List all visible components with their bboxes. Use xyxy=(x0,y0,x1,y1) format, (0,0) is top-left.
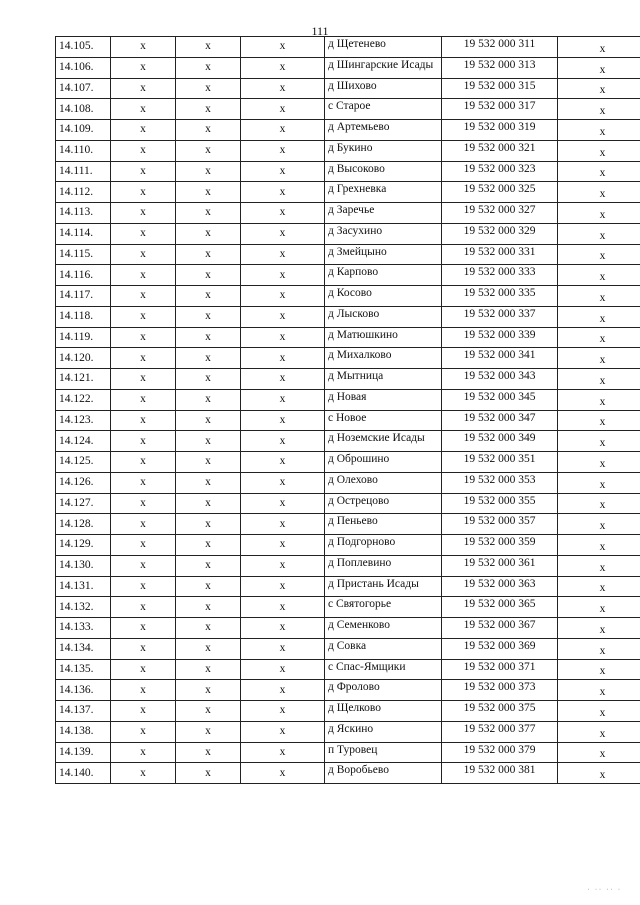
table-row xyxy=(56,576,640,597)
mark-cell-1: х xyxy=(111,472,176,493)
scan-marks: · ·· ·· · xyxy=(587,887,622,893)
row-number-cell: 14.124. xyxy=(56,431,111,452)
mark-cell-1: х xyxy=(111,37,176,58)
oktmo-code-cell: 19 532 000 337 xyxy=(442,306,558,327)
settlement-name-cell: д Шингарские Исады xyxy=(325,57,442,78)
row-number-cell: 14.117. xyxy=(56,286,111,307)
table-row xyxy=(56,763,640,784)
mark-cell-2: х xyxy=(176,37,241,58)
mark-cell-3: х xyxy=(241,597,325,618)
mark-cell-3: х xyxy=(241,576,325,597)
settlement-name-cell: д Артемьево xyxy=(325,120,442,141)
mark-cell-3: х xyxy=(241,555,325,576)
mark-cell-3: х xyxy=(241,535,325,556)
mark-cell-1: х xyxy=(111,182,176,203)
mark-cell-last: х xyxy=(558,555,640,576)
oktmo-code-cell: 19 532 000 363 xyxy=(442,576,558,597)
settlement-name-cell: д Острецово xyxy=(325,493,442,514)
mark-cell-last: х xyxy=(558,701,640,722)
mark-cell-last: х xyxy=(558,597,640,618)
oktmo-code-cell: 19 532 000 347 xyxy=(442,410,558,431)
mark-cell-last: х xyxy=(558,659,640,680)
settlement-name-cell: д Карпово xyxy=(325,265,442,286)
mark-cell-last: х xyxy=(558,389,640,410)
row-number-cell: 14.108. xyxy=(56,99,111,120)
row-number-cell: 14.120. xyxy=(56,348,111,369)
table-row xyxy=(56,555,640,576)
mark-cell-last: х xyxy=(558,244,640,265)
oktmo-code-cell: 19 532 000 327 xyxy=(442,203,558,224)
table-row xyxy=(56,99,640,120)
row-number-cell: 14.110. xyxy=(56,140,111,161)
mark-cell-last: х xyxy=(558,161,640,182)
table-row xyxy=(56,452,640,473)
oktmo-code-cell: 19 532 000 325 xyxy=(442,182,558,203)
mark-cell-2: х xyxy=(176,57,241,78)
mark-cell-last: х xyxy=(558,638,640,659)
mark-cell-1: х xyxy=(111,140,176,161)
settlement-name-cell: д Михалково xyxy=(325,348,442,369)
mark-cell-3: х xyxy=(241,120,325,141)
table-row xyxy=(56,57,640,78)
mark-cell-1: х xyxy=(111,244,176,265)
mark-cell-3: х xyxy=(241,389,325,410)
oktmo-code-cell: 19 532 000 377 xyxy=(442,721,558,742)
row-number-cell: 14.116. xyxy=(56,265,111,286)
mark-cell-3: х xyxy=(241,203,325,224)
settlement-name-cell: д Олехово xyxy=(325,472,442,493)
oktmo-code-cell: 19 532 000 331 xyxy=(442,244,558,265)
mark-cell-1: х xyxy=(111,742,176,763)
table-row xyxy=(56,140,640,161)
mark-cell-1: х xyxy=(111,535,176,556)
mark-cell-3: х xyxy=(241,78,325,99)
table-row xyxy=(56,327,640,348)
mark-cell-last: х xyxy=(558,514,640,535)
mark-cell-3: х xyxy=(241,410,325,431)
oktmo-code-cell: 19 532 000 335 xyxy=(442,286,558,307)
mark-cell-1: х xyxy=(111,555,176,576)
mark-cell-1: х xyxy=(111,57,176,78)
table-row xyxy=(56,265,640,286)
oktmo-code-cell: 19 532 000 349 xyxy=(442,431,558,452)
row-number-cell: 14.131. xyxy=(56,576,111,597)
settlement-name-cell: д Ноземские Исады xyxy=(325,431,442,452)
mark-cell-3: х xyxy=(241,638,325,659)
mark-cell-3: х xyxy=(241,161,325,182)
mark-cell-1: х xyxy=(111,369,176,390)
oktmo-code-cell: 19 532 000 353 xyxy=(442,472,558,493)
settlement-name-cell: с Святогорье xyxy=(325,597,442,618)
mark-cell-2: х xyxy=(176,99,241,120)
mark-cell-last: х xyxy=(558,576,640,597)
mark-cell-1: х xyxy=(111,78,176,99)
table-row xyxy=(56,597,640,618)
mark-cell-2: х xyxy=(176,701,241,722)
mark-cell-2: х xyxy=(176,659,241,680)
settlement-name-cell: д Воробьево xyxy=(325,763,442,784)
table-row xyxy=(56,659,640,680)
mark-cell-3: х xyxy=(241,244,325,265)
oktmo-code-cell: 19 532 000 311 xyxy=(442,37,558,58)
mark-cell-last: х xyxy=(558,742,640,763)
mark-cell-1: х xyxy=(111,203,176,224)
table-row xyxy=(56,182,640,203)
table-row xyxy=(56,638,640,659)
mark-cell-3: х xyxy=(241,763,325,784)
mark-cell-last: х xyxy=(558,223,640,244)
row-number-cell: 14.132. xyxy=(56,597,111,618)
oktmo-code-cell: 19 532 000 323 xyxy=(442,161,558,182)
row-number-cell: 14.138. xyxy=(56,721,111,742)
settlement-name-cell: д Грехневка xyxy=(325,182,442,203)
oktmo-code-cell: 19 532 000 373 xyxy=(442,680,558,701)
mark-cell-1: х xyxy=(111,265,176,286)
table-row xyxy=(56,244,640,265)
mark-cell-3: х xyxy=(241,182,325,203)
mark-cell-3: х xyxy=(241,701,325,722)
mark-cell-3: х xyxy=(241,99,325,120)
mark-cell-last: х xyxy=(558,369,640,390)
row-number-cell: 14.133. xyxy=(56,618,111,639)
mark-cell-2: х xyxy=(176,535,241,556)
mark-cell-last: х xyxy=(558,265,640,286)
mark-cell-last: х xyxy=(558,452,640,473)
settlement-name-cell: д Оброшино xyxy=(325,452,442,473)
table-row xyxy=(56,472,640,493)
row-number-cell: 14.137. xyxy=(56,701,111,722)
mark-cell-2: х xyxy=(176,721,241,742)
row-number-cell: 14.107. xyxy=(56,78,111,99)
settlement-name-cell: д Матюшкино xyxy=(325,327,442,348)
settlement-name-cell: д Совка xyxy=(325,638,442,659)
mark-cell-last: х xyxy=(558,286,640,307)
row-number-cell: 14.130. xyxy=(56,555,111,576)
oktmo-code-cell: 19 532 000 329 xyxy=(442,223,558,244)
mark-cell-1: х xyxy=(111,223,176,244)
mark-cell-3: х xyxy=(241,57,325,78)
mark-cell-1: х xyxy=(111,618,176,639)
mark-cell-2: х xyxy=(176,597,241,618)
settlements-table xyxy=(55,36,640,784)
mark-cell-2: х xyxy=(176,203,241,224)
oktmo-code-cell: 19 532 000 333 xyxy=(442,265,558,286)
mark-cell-last: х xyxy=(558,493,640,514)
mark-cell-3: х xyxy=(241,618,325,639)
row-number-cell: 14.128. xyxy=(56,514,111,535)
oktmo-code-cell: 19 532 000 319 xyxy=(442,120,558,141)
table-row xyxy=(56,514,640,535)
row-number-cell: 14.115. xyxy=(56,244,111,265)
mark-cell-3: х xyxy=(241,659,325,680)
oktmo-code-cell: 19 532 000 369 xyxy=(442,638,558,659)
mark-cell-1: х xyxy=(111,348,176,369)
row-number-cell: 14.135. xyxy=(56,659,111,680)
row-number-cell: 14.125. xyxy=(56,452,111,473)
mark-cell-last: х xyxy=(558,57,640,78)
row-number-cell: 14.113. xyxy=(56,203,111,224)
mark-cell-last: х xyxy=(558,472,640,493)
mark-cell-1: х xyxy=(111,389,176,410)
settlement-name-cell: д Семенково xyxy=(325,618,442,639)
row-number-cell: 14.105. xyxy=(56,37,111,58)
table-row xyxy=(56,369,640,390)
settlement-name-cell: д Поплевино xyxy=(325,555,442,576)
settlement-name-cell: с Старое xyxy=(325,99,442,120)
mark-cell-1: х xyxy=(111,763,176,784)
settlement-name-cell: д Мытница xyxy=(325,369,442,390)
settlement-name-cell: д Пеньево xyxy=(325,514,442,535)
mark-cell-2: х xyxy=(176,140,241,161)
mark-cell-2: х xyxy=(176,452,241,473)
mark-cell-2: х xyxy=(176,223,241,244)
mark-cell-3: х xyxy=(241,721,325,742)
settlement-name-cell: д Змейцыно xyxy=(325,244,442,265)
mark-cell-3: х xyxy=(241,472,325,493)
row-number-cell: 14.111. xyxy=(56,161,111,182)
mark-cell-last: х xyxy=(558,410,640,431)
table-row xyxy=(56,680,640,701)
mark-cell-1: х xyxy=(111,701,176,722)
mark-cell-last: х xyxy=(558,140,640,161)
mark-cell-3: х xyxy=(241,37,325,58)
row-number-cell: 14.136. xyxy=(56,680,111,701)
row-number-cell: 14.114. xyxy=(56,223,111,244)
row-number-cell: 14.121. xyxy=(56,369,111,390)
mark-cell-2: х xyxy=(176,680,241,701)
table-row xyxy=(56,742,640,763)
mark-cell-2: х xyxy=(176,120,241,141)
row-number-cell: 14.118. xyxy=(56,306,111,327)
mark-cell-2: х xyxy=(176,514,241,535)
mark-cell-3: х xyxy=(241,140,325,161)
mark-cell-2: х xyxy=(176,410,241,431)
table-row xyxy=(56,618,640,639)
mark-cell-3: х xyxy=(241,680,325,701)
oktmo-code-cell: 19 532 000 371 xyxy=(442,659,558,680)
table-row xyxy=(56,701,640,722)
mark-cell-1: х xyxy=(111,597,176,618)
mark-cell-1: х xyxy=(111,721,176,742)
oktmo-code-cell: 19 532 000 381 xyxy=(442,763,558,784)
mark-cell-1: х xyxy=(111,99,176,120)
oktmo-code-cell: 19 532 000 321 xyxy=(442,140,558,161)
settlement-name-cell: д Шихово xyxy=(325,78,442,99)
mark-cell-1: х xyxy=(111,514,176,535)
row-number-cell: 14.139. xyxy=(56,742,111,763)
oktmo-code-cell: 19 532 000 343 xyxy=(442,369,558,390)
settlement-name-cell: д Лысково xyxy=(325,306,442,327)
mark-cell-2: х xyxy=(176,327,241,348)
mark-cell-last: х xyxy=(558,348,640,369)
table-row xyxy=(56,721,640,742)
table-row xyxy=(56,286,640,307)
mark-cell-last: х xyxy=(558,306,640,327)
settlement-name-cell: д Фролово xyxy=(325,680,442,701)
row-number-cell: 14.140. xyxy=(56,763,111,784)
row-number-cell: 14.129. xyxy=(56,535,111,556)
mark-cell-last: х xyxy=(558,327,640,348)
mark-cell-2: х xyxy=(176,555,241,576)
table-row xyxy=(56,78,640,99)
row-number-cell: 14.126. xyxy=(56,472,111,493)
settlement-name-cell: д Яскино xyxy=(325,721,442,742)
mark-cell-last: х xyxy=(558,763,640,784)
oktmo-code-cell: 19 532 000 339 xyxy=(442,327,558,348)
mark-cell-2: х xyxy=(176,78,241,99)
mark-cell-2: х xyxy=(176,742,241,763)
mark-cell-last: х xyxy=(558,182,640,203)
mark-cell-2: х xyxy=(176,493,241,514)
table-row xyxy=(56,306,640,327)
mark-cell-2: х xyxy=(176,286,241,307)
mark-cell-3: х xyxy=(241,514,325,535)
mark-cell-2: х xyxy=(176,472,241,493)
table-row xyxy=(56,348,640,369)
oktmo-code-cell: 19 532 000 313 xyxy=(442,57,558,78)
table-row xyxy=(56,493,640,514)
mark-cell-last: х xyxy=(558,37,640,58)
mark-cell-3: х xyxy=(241,348,325,369)
mark-cell-3: х xyxy=(241,493,325,514)
mark-cell-last: х xyxy=(558,120,640,141)
table-row xyxy=(56,203,640,224)
table-row xyxy=(56,161,640,182)
oktmo-code-cell: 19 532 000 359 xyxy=(442,535,558,556)
row-number-cell: 14.122. xyxy=(56,389,111,410)
settlement-name-cell: с Спас-Ямщики xyxy=(325,659,442,680)
oktmo-code-cell: 19 532 000 375 xyxy=(442,701,558,722)
mark-cell-3: х xyxy=(241,223,325,244)
row-number-cell: 14.134. xyxy=(56,638,111,659)
mark-cell-3: х xyxy=(241,431,325,452)
mark-cell-1: х xyxy=(111,120,176,141)
mark-cell-1: х xyxy=(111,306,176,327)
table-row xyxy=(56,389,640,410)
oktmo-code-cell: 19 532 000 355 xyxy=(442,493,558,514)
mark-cell-2: х xyxy=(176,618,241,639)
oktmo-code-cell: 19 532 000 345 xyxy=(442,389,558,410)
mark-cell-1: х xyxy=(111,452,176,473)
mark-cell-1: х xyxy=(111,161,176,182)
mark-cell-last: х xyxy=(558,680,640,701)
table-row xyxy=(56,431,640,452)
settlement-name-cell: п Туровец xyxy=(325,742,442,763)
oktmo-code-cell: 19 532 000 361 xyxy=(442,555,558,576)
mark-cell-last: х xyxy=(558,78,640,99)
mark-cell-3: х xyxy=(241,369,325,390)
settlement-name-cell: д Подгорново xyxy=(325,535,442,556)
mark-cell-3: х xyxy=(241,306,325,327)
mark-cell-1: х xyxy=(111,576,176,597)
mark-cell-1: х xyxy=(111,680,176,701)
table-body xyxy=(56,37,640,784)
oktmo-code-cell: 19 532 000 351 xyxy=(442,452,558,473)
settlement-name-cell: с Новое xyxy=(325,410,442,431)
mark-cell-2: х xyxy=(176,265,241,286)
mark-cell-2: х xyxy=(176,306,241,327)
mark-cell-last: х xyxy=(558,721,640,742)
mark-cell-2: х xyxy=(176,244,241,265)
mark-cell-3: х xyxy=(241,452,325,473)
table-row xyxy=(56,120,640,141)
row-number-cell: 14.106. xyxy=(56,57,111,78)
table-row xyxy=(56,410,640,431)
mark-cell-2: х xyxy=(176,348,241,369)
settlement-name-cell: д Щелково xyxy=(325,701,442,722)
mark-cell-2: х xyxy=(176,576,241,597)
oktmo-code-cell: 19 532 000 379 xyxy=(442,742,558,763)
table-row xyxy=(56,37,640,58)
mark-cell-last: х xyxy=(558,99,640,120)
mark-cell-last: х xyxy=(558,431,640,452)
settlement-name-cell: д Щетенево xyxy=(325,37,442,58)
mark-cell-2: х xyxy=(176,182,241,203)
mark-cell-2: х xyxy=(176,638,241,659)
mark-cell-1: х xyxy=(111,327,176,348)
mark-cell-3: х xyxy=(241,327,325,348)
row-number-cell: 14.112. xyxy=(56,182,111,203)
settlement-name-cell: д Высоково xyxy=(325,161,442,182)
oktmo-code-cell: 19 532 000 315 xyxy=(442,78,558,99)
mark-cell-1: х xyxy=(111,493,176,514)
mark-cell-3: х xyxy=(241,742,325,763)
oktmo-code-cell: 19 532 000 367 xyxy=(442,618,558,639)
mark-cell-2: х xyxy=(176,369,241,390)
mark-cell-1: х xyxy=(111,431,176,452)
mark-cell-1: х xyxy=(111,286,176,307)
mark-cell-2: х xyxy=(176,431,241,452)
table-row xyxy=(56,223,640,244)
oktmo-code-cell: 19 532 000 357 xyxy=(442,514,558,535)
oktmo-code-cell: 19 532 000 365 xyxy=(442,597,558,618)
row-number-cell: 14.109. xyxy=(56,120,111,141)
row-number-cell: 14.123. xyxy=(56,410,111,431)
row-number-cell: 14.127. xyxy=(56,493,111,514)
oktmo-code-cell: 19 532 000 341 xyxy=(442,348,558,369)
mark-cell-1: х xyxy=(111,659,176,680)
mark-cell-1: х xyxy=(111,638,176,659)
settlement-name-cell: д Пристань Исады xyxy=(325,576,442,597)
table-row xyxy=(56,535,640,556)
mark-cell-2: х xyxy=(176,389,241,410)
mark-cell-1: х xyxy=(111,410,176,431)
settlement-name-cell: д Засухино xyxy=(325,223,442,244)
settlement-name-cell: д Новая xyxy=(325,389,442,410)
mark-cell-3: х xyxy=(241,265,325,286)
settlement-name-cell: д Косово xyxy=(325,286,442,307)
mark-cell-2: х xyxy=(176,763,241,784)
mark-cell-3: х xyxy=(241,286,325,307)
mark-cell-2: х xyxy=(176,161,241,182)
oktmo-code-cell: 19 532 000 317 xyxy=(442,99,558,120)
mark-cell-last: х xyxy=(558,203,640,224)
page-number: 111 xyxy=(311,24,329,38)
row-number-cell: 14.119. xyxy=(56,327,111,348)
settlement-name-cell: д Заречье xyxy=(325,203,442,224)
mark-cell-last: х xyxy=(558,535,640,556)
settlement-name-cell: д Букино xyxy=(325,140,442,161)
mark-cell-last: х xyxy=(558,618,640,639)
